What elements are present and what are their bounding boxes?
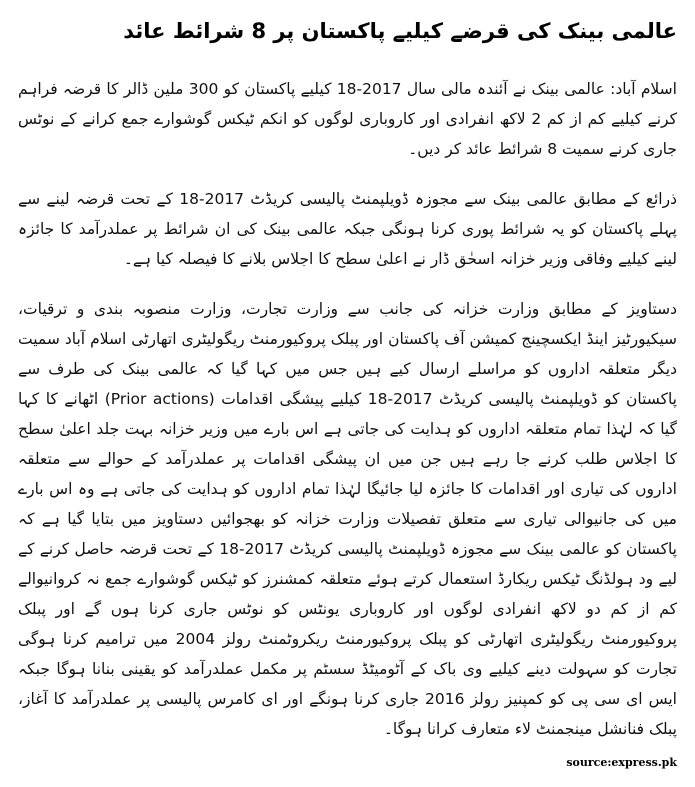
article-body xyxy=(18,74,677,744)
article-paragraph-3: دستاویز کے مطابق وزارت خزانہ کی جانب سے وزارت تجارت، وزارت منصوبہ بندی و ترقیات، سیکیورٹیز اینڈ ایکسچینج کمیشن آف پاکستان اور پبلک پروکیورمنٹ ریگولیٹری اتھارٹی اسلام آباد سمیت دیگر متعلقہ اداروں کو مراسلے ارسال کیے ہیں جس میں کہا گیا کہ عالمی بینک کی طرف سے پاکستان کو ڈویلپمنٹ پالیسی کریڈٹ 2017-18 کیلیے پیشگی اقدامات (Prior actions) اٹھانے کا کہا گیا کہ لہٰذا تمام متعلقہ اداروں کو ہدایت کی جاتی ہے اس بارے میں وزیر خزانہ بہت جلد اعلیٰ سطح کا اجلاس طلب کرنے جا رہے ہیں جن میں ان پیشگی اقدامات پر عملدرآمد کے حوالے سے متعلقہ اداروں کی تیاری اور اقدامات کا جائزہ لیا جائیگا لہٰذا تمام اداروں کو ہدایت کی جاتی ہے وہ اس بارے میں کی جانیوالی تیاری سے متعلق تفصیلات وزارت خزانہ کو بھجوائیں دستاویز میں بتایا گیا ہے کہ پاکستان کو عالمی بینک سے مجوزہ ڈویلپمنٹ پالیسی کریڈٹ 2017-18 کے تحت قرضہ حاصل کرنے کے لیے ود ہولڈنگ ٹیکس ریکارڈ استعمال کرتے ہوئے متعلقہ کمشنرز کو ٹیکس گوشوارے جمع نہ کروانیوالے کم از کم دو لاکھ انفرادی لوگوں اور کاروباری یونٹس کو نوٹس جاری کرنا ہوں گے اور پبلک پروکیورمنٹ ریگولیٹری اتھارٹی کو پبلک پروکیورمنٹ ریکروٹمنٹ رولز 2004 میں ترامیم کرنا ہوگی تجارت کو سہولت دینے کیلیے وی باک کے آٹومیٹڈ سسٹم پر مکمل عملدرآمد کو یقینی بنانا ہوگا جبکہ ایس ای سی پی کو کمپنیز رولز 2016 جاری کرنا ہونگے اور ای کامرس پالیسی پر عملدرآمد کا آغاز، پبلک فنانشل مینجمنٹ لاء متعارف کرانا ہوگا۔ xyxy=(18,300,677,738)
source-credit: source:express.pk xyxy=(566,756,677,769)
news-article-page xyxy=(18,0,677,787)
article-paragraph-1: اسلام آباد: عالمی بینک نے آئندہ مالی سال 2017-18 کیلیے پاکستان کو 300 ملین ڈالر کا قرضہ فراہم کرنے کیلیے کم از کم 2 لاکھ انفرادی اور کاروباری لوگوں کو انکم ٹیکس گوشوارے جمع کرانے کے نوٹس جاری کرنے سمیت 8 شرائط عائد کر دیں۔ xyxy=(18,80,677,158)
article-headline: عالمی بینک کی قرضے کیلیے پاکستان پر 8 شرائط عائد xyxy=(123,19,677,43)
article-paragraph-2: ذرائع کے مطابق عالمی بینک سے مجوزہ ڈویلپمنٹ پالیسی کریڈٹ 2017-18 کے تحت قرضہ لینے سے پہلے پاکستان کو یہ شرائط پوری کرنا ہونگی جبکہ عالمی بینک کی ان شرائط پر عملدرآمد کا جائزہ لینے کیلیے وفاقی وزیر خزانہ اسحٰق ڈار نے اعلیٰ سطح کا اجلاس بلانے کا فیصلہ کیا ہے۔ xyxy=(18,190,677,268)
